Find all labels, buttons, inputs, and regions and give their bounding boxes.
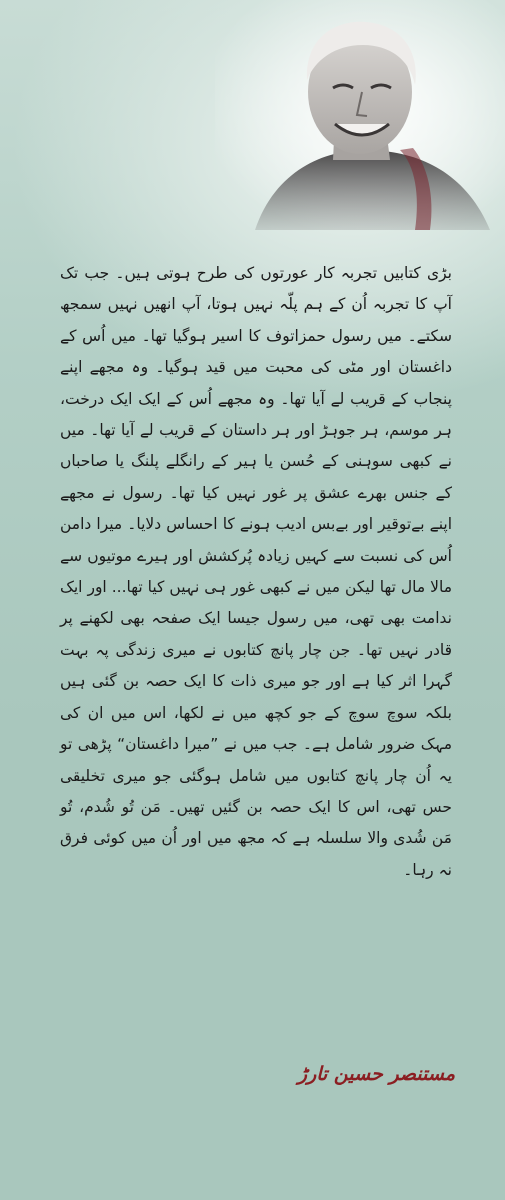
article-paragraph: بڑی کتابیں تجربہ کار عورتوں کی طرح ہوتی ہیں۔ جب تک آپ کا تجربہ اُن کے ہم پلّہ نہیں ہوتا، آپ انھیں نہیں سمجھ سکتے۔ میں رسول حمزاتوف کا اسیر ہوگیا تھا۔ میں اُس کے داغستان اور مٹی کی محبت میں قید ہوگیا۔ وہ مجھے اپنے پنجاب کے قریب لے آیا تھا۔ وہ مجھے اُس کے ایک ایک درخت، ہر موسم، ہر جوہڑ اور ہر داستان کے قریب لے آیا تھا۔ میں نے کبھی سوہنی کے حُسن یا ہیر کے رانگلے پلنگ یا صاحباں کے جنس بھرے عشق پر غور نہیں کیا تھا۔ رسول نے مجھے اپنے بےتوقیر اور بےبس ادیب ہونے کا احساس دلایا۔ میرا دامن اُس کی نسبت سے کہیں زیادہ پُرکشش اور ہیرے موتیوں سے مالا مال تھا لیکن میں نے کبھی غور ہی نہیں کیا تھا... اور ایک ندامت بھی تھی، میں رسول جیسا ایک صفحہ بھی لکھنے پر قادر نہیں تھا۔ جن چار پانچ کتابوں نے میری زندگی پہ بہت گہرا اثر کیا ہے اور جو میری ذات کا ایک حصہ بن گئی ہیں بلکہ سوچ سوچ کے جو کچھ میں نے لکھا، اس میں ان کی مہک ضرور شامل ہے۔ جب میں نے ”میرا داغستان“ پڑھی تو یہ اُن چار پانچ کتابوں میں شامل ہوگئی جو میری تخلیقی حس تھی، اس کا ایک حصہ بن گئیں تھیں۔ مَن تُو شُدم، تُو مَن شُدی والا سلسلہ ہے کہ مجھ میں اور اُن میں کوئی فرق نہ رہا۔ xyxy=(60,264,452,879)
article-body xyxy=(60,258,452,886)
author-signature: مستنصر حسین تارڑ xyxy=(297,1063,455,1085)
author-portrait xyxy=(215,0,505,230)
